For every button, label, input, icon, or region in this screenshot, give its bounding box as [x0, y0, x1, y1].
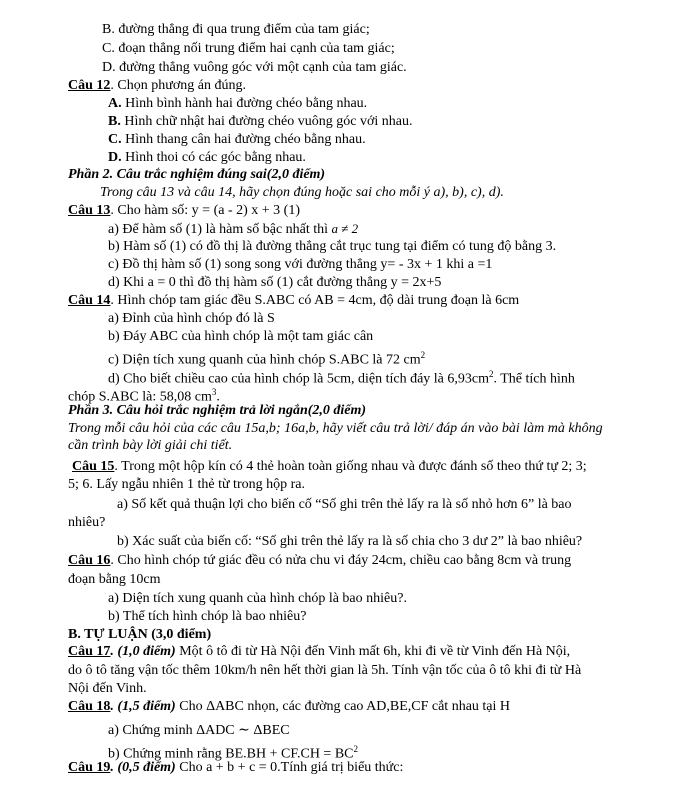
q16-item-b: b) Thể tích hình chóp là bao nhiêu? — [108, 609, 307, 624]
q16-label: Câu 16 — [68, 553, 111, 568]
q15-stem: Câu 15. Trong một hộp kín có 4 thẻ hoàn toàn giống nhau và được đánh số theo thứ tự 2; 3; — [72, 459, 587, 474]
q16-stem: Câu 16. Cho hình chóp tứ giác đều có nửa chu vi đáy 24cm, chiều cao bằng 8cm và trung — [68, 553, 572, 568]
q13-item-d: d) Khi a = 0 thì đồ thị hàm số (1) cắt đường thẳng y = 2x+5 — [108, 275, 442, 290]
q12-option-a: A. Hình bình hành hai đường chéo bằng nhau. — [108, 96, 368, 111]
q11-option-c: C. đoạn thẳng nối trung điểm hai cạnh của tam giác; — [102, 41, 395, 56]
q11-option-d: D. đường thẳng vuông góc với một cạnh của tam giác. — [102, 60, 407, 75]
q14-label: Câu 14 — [68, 293, 111, 308]
part3-instructions-line2: cần trình bày lời giải chi tiết. — [68, 438, 233, 453]
q15-label: Câu 15 — [72, 459, 115, 474]
q12-label: Câu 12 — [68, 78, 111, 93]
partB-title: B. TỰ LUẬN (3,0 điểm) — [68, 627, 212, 642]
q13-stem: Câu 13. Cho hàm số: y = (a - 2) x + 3 (1) — [68, 203, 301, 218]
q16-item-a: a) Diện tích xung quanh của hình chóp là bao nhiêu?. — [108, 591, 407, 606]
q15-item-b: b) Xác suất của biến cố: “Số ghi trên thẻ lấy ra là số chia cho 3 dư 2” là bao nhiêu? — [117, 534, 583, 549]
q14-item-a: a) Đỉnh của hình chóp đó là S — [108, 311, 275, 326]
q18-stem: Câu 18. (1,5 điểm) Cho ΔABC nhọn, các đường cao AD,BE,CF cắt nhau tại H — [68, 699, 511, 714]
q13-label: Câu 13 — [68, 203, 111, 218]
part3-instructions-line1: Trong mỗi câu hỏi của các câu 15a,b; 16a,b, hãy viết câu trả lời/ đáp án vào bài làm mà không — [68, 421, 603, 436]
part2-title: Phần 2. Câu trắc nghiệm đúng sai(2,0 điểm) — [68, 167, 326, 182]
q19-stem: Câu 19. (0,5 điểm) Cho a + b + c = 0.Tính giá trị biểu thức: — [68, 760, 404, 775]
q12-option-c: C. Hình thang cân hai đường chéo bằng nhau. — [108, 132, 366, 147]
q18-item-a: a) Chứng minh ΔADC ∼ ΔBEC — [108, 723, 290, 738]
q12-stem — [68, 77, 246, 94]
q13-item-c: c) Đồ thị hàm số (1) song song với đường thẳng y= - 3x + 1 khi a =1 — [108, 257, 493, 272]
part2-instructions: Trong câu 13 và câu 14, hãy chọn đúng hoặc sai cho mỗi ý a), b), c), d). — [100, 185, 504, 200]
q17-label: Câu 17 — [68, 644, 111, 659]
q19-label: Câu 19 — [68, 760, 111, 775]
part3-title: Phần 3. Câu hỏi trắc nghiệm trả lời ngắn(2,0 điểm) — [68, 403, 367, 418]
q15-item-a-line1: a) Số kết quả thuận lợi cho biến cố “Số ghi trên thẻ lấy ra là số nhỏ hơn 6” là bao — [117, 497, 572, 512]
q14-item-d-line2: chóp S.ABC là: 58,08 $cm^3$. — [68, 387, 220, 405]
q13-item-a: a) Để hàm số (1) là hàm số bậc nhất thì a ≠ 2 — [108, 221, 359, 237]
q18-label: Câu 18 — [68, 699, 111, 714]
q11-option-b: B. đường thẳng đi qua trung điểm của tam giác; — [102, 22, 370, 37]
q17-stem: Câu 17. (1,0 điểm) Một ô tô đi từ Hà Nội đến Vinh mất 6h, khi đi về từ Vinh đến Hà Nội, — [68, 644, 571, 659]
q14-item-b: b) Đáy ABC của hình chóp là một tam giác cân — [108, 329, 374, 344]
q15-stem-line2: 5; 6. Lấy ngẫu nhiên 1 thẻ từ trong hộp ra. — [68, 477, 305, 492]
q12-option-d: D. Hình thoi có các góc bằng nhau. — [108, 150, 306, 165]
q13-item-b: b) Hàm số (1) có đồ thị là đường thẳng cắt trục tung tại điểm có tung độ bằng 3. — [108, 239, 557, 254]
q16-stem-line2: đoạn bằng 10cm — [68, 572, 161, 587]
q12-text: . Chọn phương án đúng. — [110, 78, 246, 93]
q15-item-a-line2: nhiêu? — [68, 515, 106, 530]
q12-option-b: B. Hình chữ nhật hai đường chéo vuông góc với nhau. — [108, 114, 413, 129]
q14-item-c: c) Diện tích xung quanh của hình chóp S.ABC là 72 $cm^2$ — [108, 350, 426, 368]
q14-stem: Câu 14. Hình chóp tam giác đều S.ABC có AB = 4cm, độ dài trung đoạn là 6cm — [68, 293, 520, 308]
q17-stem-line2: do ô tô tăng vận tốc thêm 10km/h nên hết thời gian là 5h. Tính vận tốc của ô tô khi đi từ Hà — [68, 663, 582, 678]
q14-item-d-line1: d) Cho biết chiều cao của hình chóp là 5cm, diện tích đáy là $6,93cm^2$. Thể tích hình — [108, 369, 575, 387]
q17-stem-line3: Nội đến Vinh. — [68, 681, 147, 696]
q18-item-b: b) Chứng minh rằng $BE.BH + CF.CH = BC^2$ — [108, 744, 358, 762]
